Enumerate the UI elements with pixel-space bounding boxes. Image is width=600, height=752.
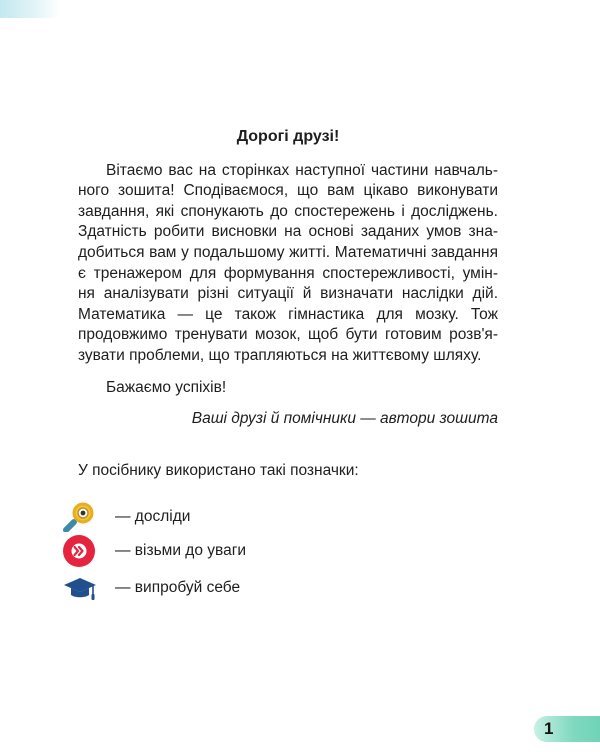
- intro-line: ня аналізувати різні ситуації й визначати наслідки дій.: [78, 285, 498, 303]
- double-chevron-icon: [62, 534, 102, 568]
- legend-item-label: — випробуй себе: [115, 579, 241, 596]
- intro-line: ного зошита! Сподіваємося, що вам цікаво виконувати: [78, 182, 498, 200]
- legend-item-test: [62, 571, 240, 605]
- corner-decoration: [0, 0, 60, 18]
- intro-line: добиться вам у подальшому житті. Математичні завдання: [78, 243, 498, 261]
- page-number: 1: [544, 719, 554, 738]
- legend-item-explore: [62, 500, 190, 534]
- intro-line: Вітаємо вас на сторінках наступної частини навчаль-: [106, 161, 498, 179]
- intro-line: Здатність робити висновки на основі заданих умов зна-: [78, 223, 498, 241]
- page-heading: Дорогі друзі!: [236, 128, 340, 145]
- authors-signature: Ваші друзі й помічники — автори зошита: [191, 410, 498, 428]
- intro-paragraph: [78, 161, 498, 367]
- intro-line: продовжимо тренувати мозок, щоб бути готовим розв'я-: [78, 326, 498, 344]
- graduation-cap-icon: [62, 571, 102, 605]
- intro-line: Математика — це також гімнастика для мозку. Тож: [78, 305, 498, 323]
- legend-item-attention: [62, 534, 246, 568]
- page-number-tab: [534, 716, 600, 742]
- wishes-text: Бажаємо успіхів!: [106, 378, 227, 396]
- intro-line: є тренажером для формування спостережливості, умін-: [78, 264, 498, 282]
- legend-item-label: — досліди: [115, 508, 191, 525]
- legend-item-label: — візьми до уваги: [115, 542, 247, 559]
- legend-title: У посібнику використано такі позначки:: [78, 462, 359, 479]
- magnifier-icon: [62, 500, 102, 534]
- intro-line: завдання, які спонукають до спостережень і досліджень.: [78, 202, 498, 220]
- intro-line: зувати проблеми, що трапляються на життєвому шляху.: [78, 346, 482, 364]
- intro-letter: [78, 127, 498, 430]
